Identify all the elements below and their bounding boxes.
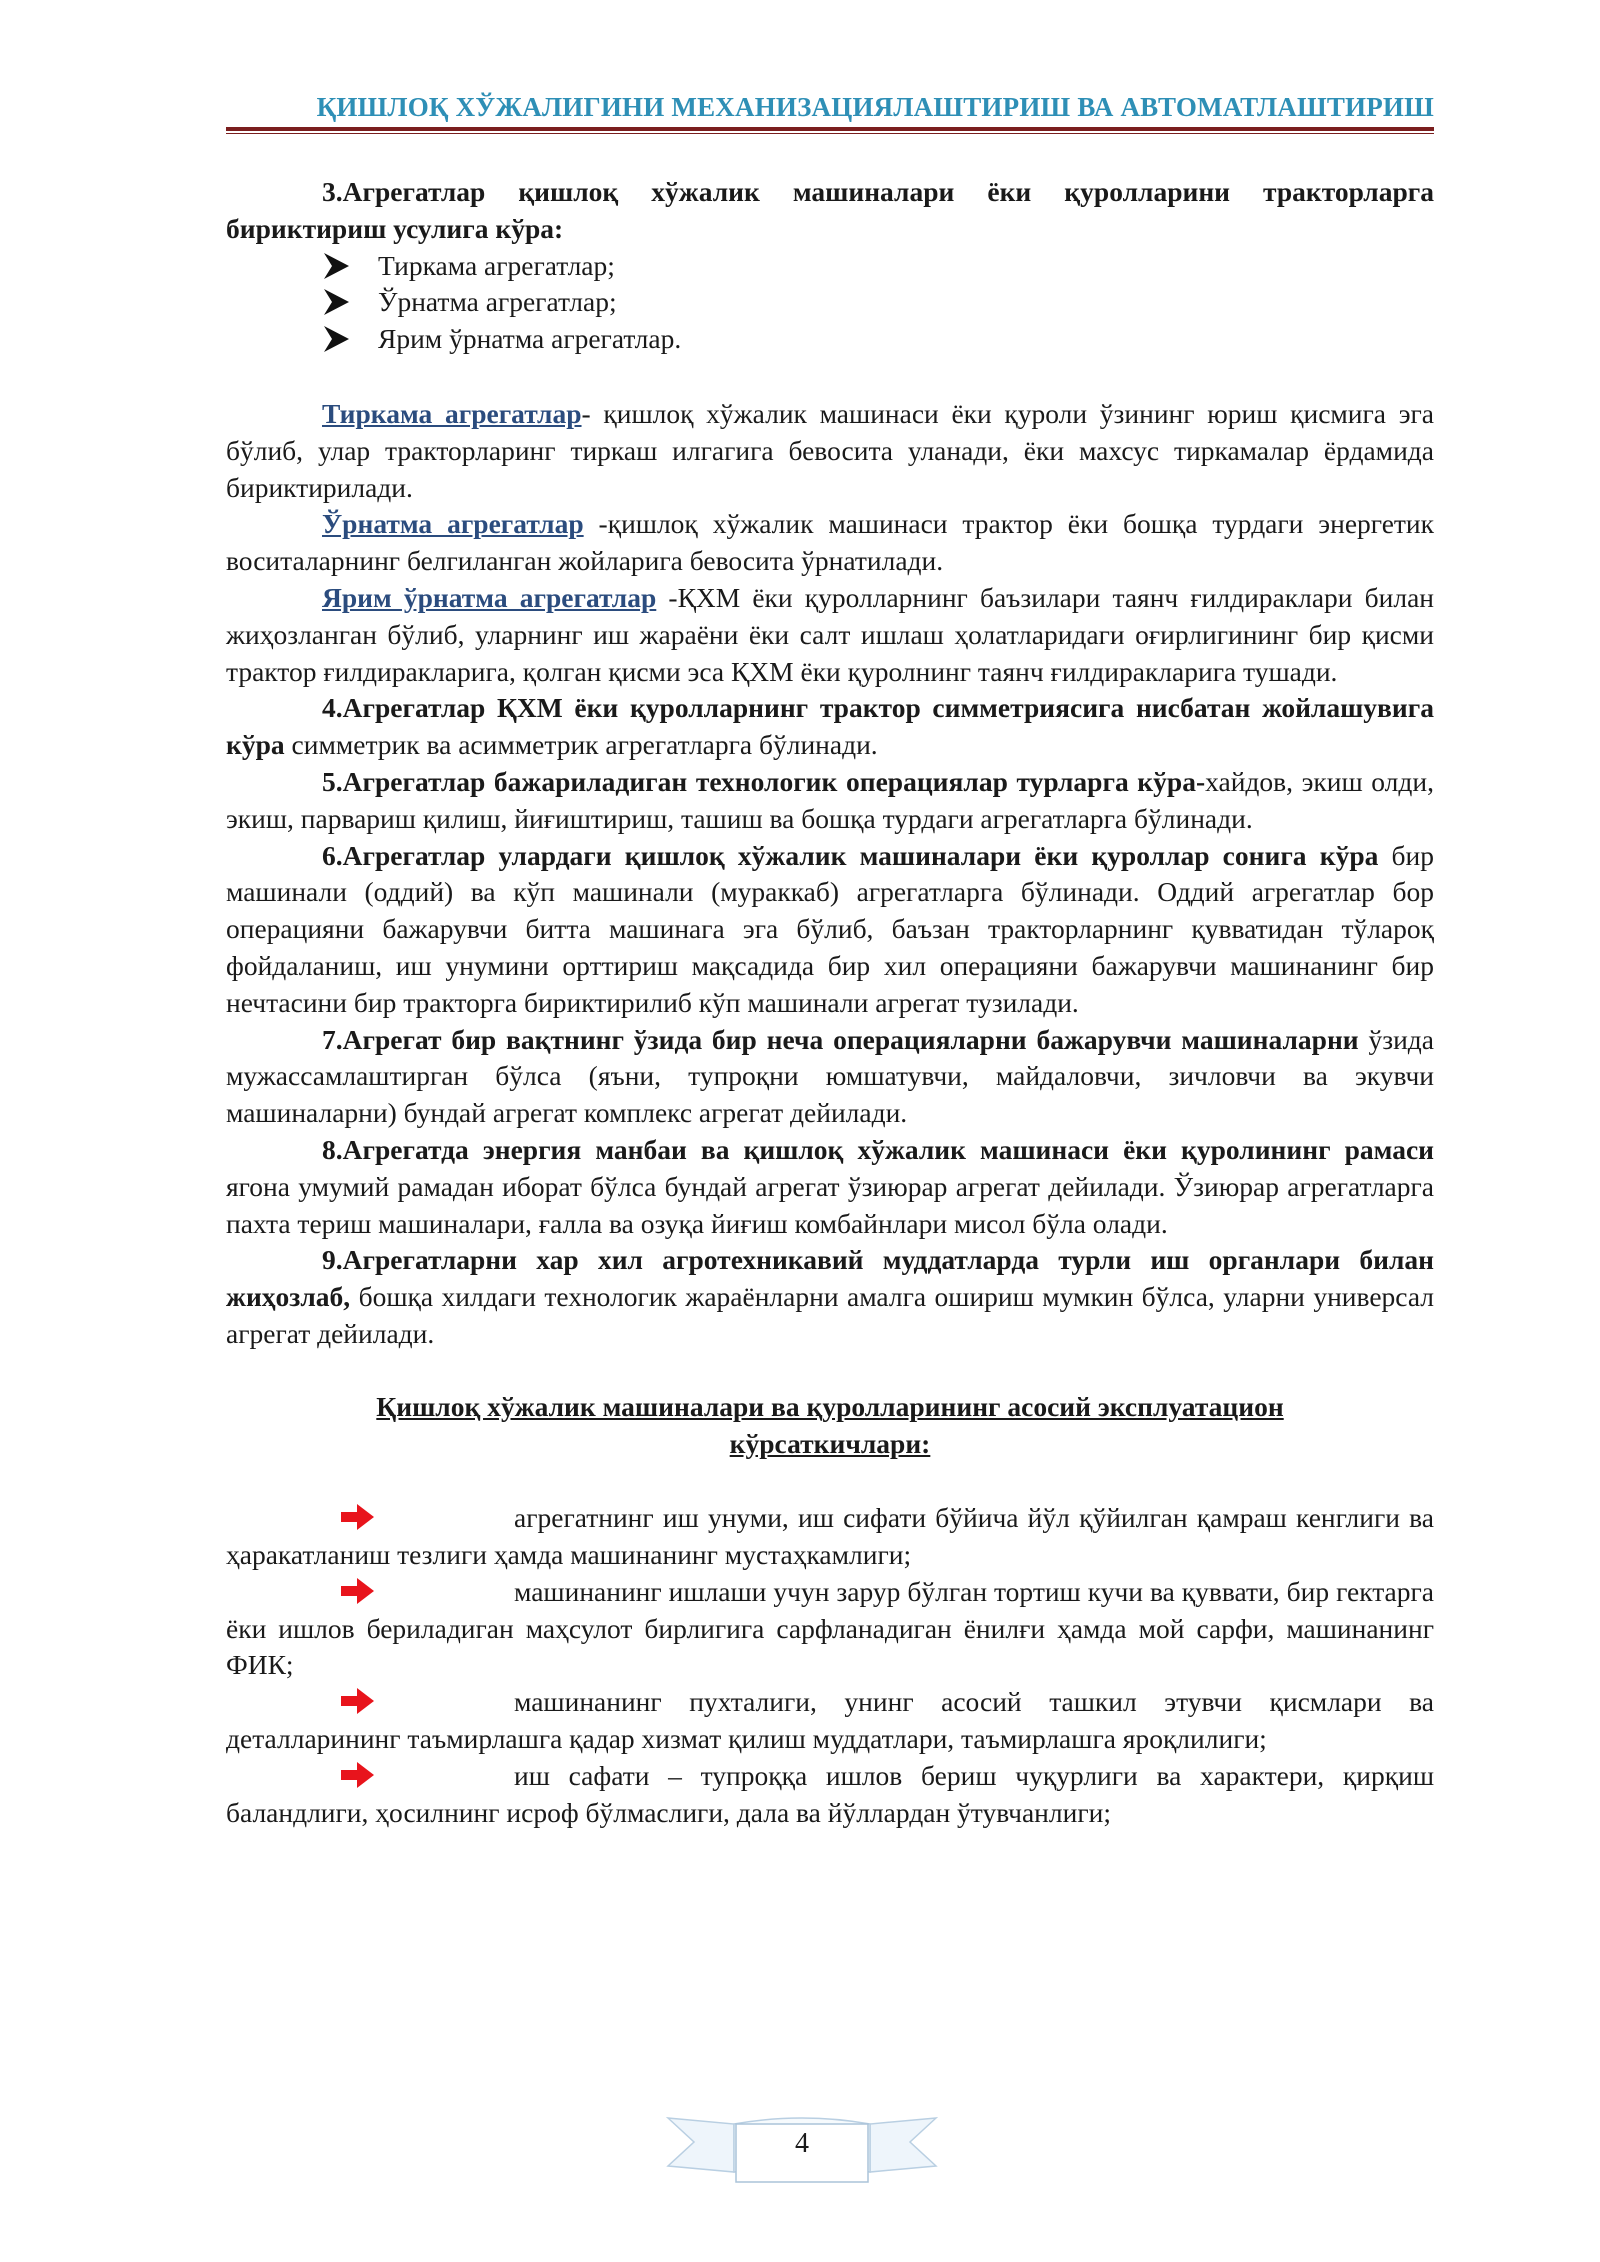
indicator-text: иш сафати – тупроққа ишлов бериш чуқурлиги ва характери, қирқиш баландлиги, ҳосилнинг исроф бўлмаслиги, дала ва йўллардан ўтувчанлиги; [226,1759,1434,1828]
paragraph-4 [226,690,1434,764]
main-content [226,174,1434,1831]
indicator-item [226,1684,1434,1758]
paragraph-lead: 8.Агрегатда энергия манбаи ва қишлоқ хўжалик машинаси ёки қуролининг рамаси [322,1133,1434,1165]
paragraph-text: бошқа хилдаги технологик жараёнларни амалга ошириш мумкин бўлса, уларни универсал агрегат дейилади. [226,1281,1434,1349]
indicator-item [226,1500,1434,1574]
red-arrow-icon [341,1503,375,1531]
section3-heading-text: 3.Агрегатлар қишлоқ хўжалик машиналари ёки қуролларини тракторларга бириктириш усулига кўра: [226,176,1434,244]
indicator-text: агрегатнинг иш унуми, иш сифати бўйича йўл қўйилган қамраш кенглиги ва ҳаракатланиш тезлиги ҳамда машинанинг мустаҳкамлиги; [226,1502,1434,1571]
running-header [226,92,1434,134]
indicator-item [226,1758,1434,1832]
list-item [226,284,1434,321]
indicator-item [226,1574,1434,1684]
paragraph-lead: 4.Агрегатлар ҚХМ ёки қуролларнинг трактор симметриясига нисбатан жойлашувига кўра [226,692,1434,761]
paragraph-text: ўзида мужассамлаштирган бўлса (яъни, тупроқни юмшатувчи, майдаловчи, зичловчи ва экувчи машиналарни) бундай агрегат комплекс агрегат дейилади. [226,1023,1434,1129]
definition-text: - қишлоқ хўжалик машинаси ёки қуроли ўзининг юриш қисмига эга бўлиб, улар тракторларинг тиркаш илгагига бевосита уланади, ёки махсус тиркамалар ёрдамида бириктирилади. [226,397,1434,503]
definition-mounted [226,506,1434,580]
definition-towed [226,396,1434,506]
header-title: ҚИШЛОҚ ХЎЖАЛИГИНИ МЕХАНИЗАЦИЯЛАШТИРИШ ВА АВТОМАТЛАШТИРИШ [316,92,1434,122]
section-title-line: кўрсаткичлари: [729,1427,931,1459]
bullet-text: Ўрнатма агрегатлар; [378,286,617,318]
arrowhead-bullet-icon [322,248,352,284]
definition-text: -қишлоқ хўжалик машинаси трактор ёки бошқа турдаги энергетик воситаларнинг белгиланган жойларига бевосита ўрнатилади. [226,508,1434,577]
paragraph-lead: 6.Агрегатлар улардаги қишлоқ хўжалик машиналари ёки қуроллар сонига кўра [322,839,1379,871]
spacer [226,1462,1434,1500]
list-item [226,248,1434,285]
spacer [226,358,1434,396]
paragraph-text: бир машинали (оддий) ва кўп машинали (мураккаб) агрегатларга бўлинади. Оддий агрегатлар бор операцияни бажарувчи битта машинага эга бўлиб, баъзан тракторларнинг қувватидан тўлароқ фойдаланиш, иш унумини орттириш мақсадида бир хил операцияни бажарувчи машинанинг бир нечтасини бир тракторга бириктирилиб кўп машинали агрегат тузилади. [226,839,1434,1018]
list-item [226,321,1434,358]
spacer [226,1353,1434,1389]
bullet-text: Ярим ўрнатма агрегатлар. [378,323,682,355]
section-title [226,1389,1434,1463]
paragraph-lead: 9.Агрегатларни хар хил агротехникавий муддатларда турли иш органлари билан жиҳозлаб, [226,1244,1434,1313]
paragraph-5 [226,764,1434,838]
paragraph-6 [226,838,1434,1022]
header-rule [226,127,1434,131]
page-number: 4 [795,2128,809,2159]
paragraph-7 [226,1022,1434,1132]
section3-heading [226,174,1434,248]
section3-bullet-list [226,248,1434,358]
indicator-text: машинанинг ишлаши учун зарур бўлган тортиш кучи ва қуввати, бир гектарга ёки ишлов бериладиган маҳсулот бирлигига сарфланадиган ёнилғи ҳамда мой сарфи, машинанинг ФИК; [226,1575,1434,1681]
red-arrow-icon [341,1577,375,1605]
header-rule-thin [226,133,1434,134]
arrowhead-bullet-icon [322,321,352,357]
bullet-text: Тиркама агрегатлар; [378,249,615,281]
term-link[interactable]: Ўрнатма агрегатлар [322,508,584,540]
definition-text: -ҚХМ ёки қуролларнинг баъзилари таянч ғилдираклари билан жиҳозланган бўлиб, уларнинг иш жараёни ёки салт ишлаш ҳолатларидаги оғирлигининг бир қисми трактор ғилдиракларига, қолган қисми эса ҚХМ ёки қуролнинг таянч ғилдиракларига тушади. [226,581,1434,687]
term-link[interactable]: Ярим ўрнатма агрегатлар [322,581,657,613]
paragraph-text: ягона умумий рамадан иборат бўлса бундай агрегат ўзиюрар агрегат дейилади. Ўзиюрар агрегатларга пахта териш машиналари, ғалла ва озуқа йиғиш комбайнлари мисол бўла олади. [226,1170,1434,1239]
section-title-line: Қишлоқ хўжалик машиналари ва қуролларининг асосий эксплуатацион [376,1390,1284,1422]
paragraph-9 [226,1242,1434,1352]
arrowhead-bullet-icon [322,284,352,320]
indicator-text: машинанинг пухталиги, унинг асосий ташкил этувчи қисмлари ва деталларининг таъмирлашга қадар хизмат қилиш муддатлари, таъмирлашга яроқлилиги; [226,1686,1434,1755]
paragraph-lead: 7.Агрегат бир вақтнинг ўзида бир неча операцияларни бажарувчи машиналарни [322,1023,1359,1055]
term-link[interactable]: Тиркама агрегатлар [322,397,582,429]
paragraph-text: симметрик ва асимметрик агрегатларга бўлинади. [284,729,878,761]
red-arrow-icon [341,1687,375,1715]
paragraph-8 [226,1132,1434,1242]
paragraph-text: хайдов, экиш олди, экиш, парвариш қилиш, йиғиштириш, ташиш ва бошқа турдаги агрегатларга бўлинади. [226,765,1434,834]
red-arrow-icon [341,1761,375,1789]
paragraph-lead: 5.Агрегатлар бажариладиган технологик операциялар турларга кўра- [322,765,1206,797]
definition-semimounted [226,580,1434,690]
